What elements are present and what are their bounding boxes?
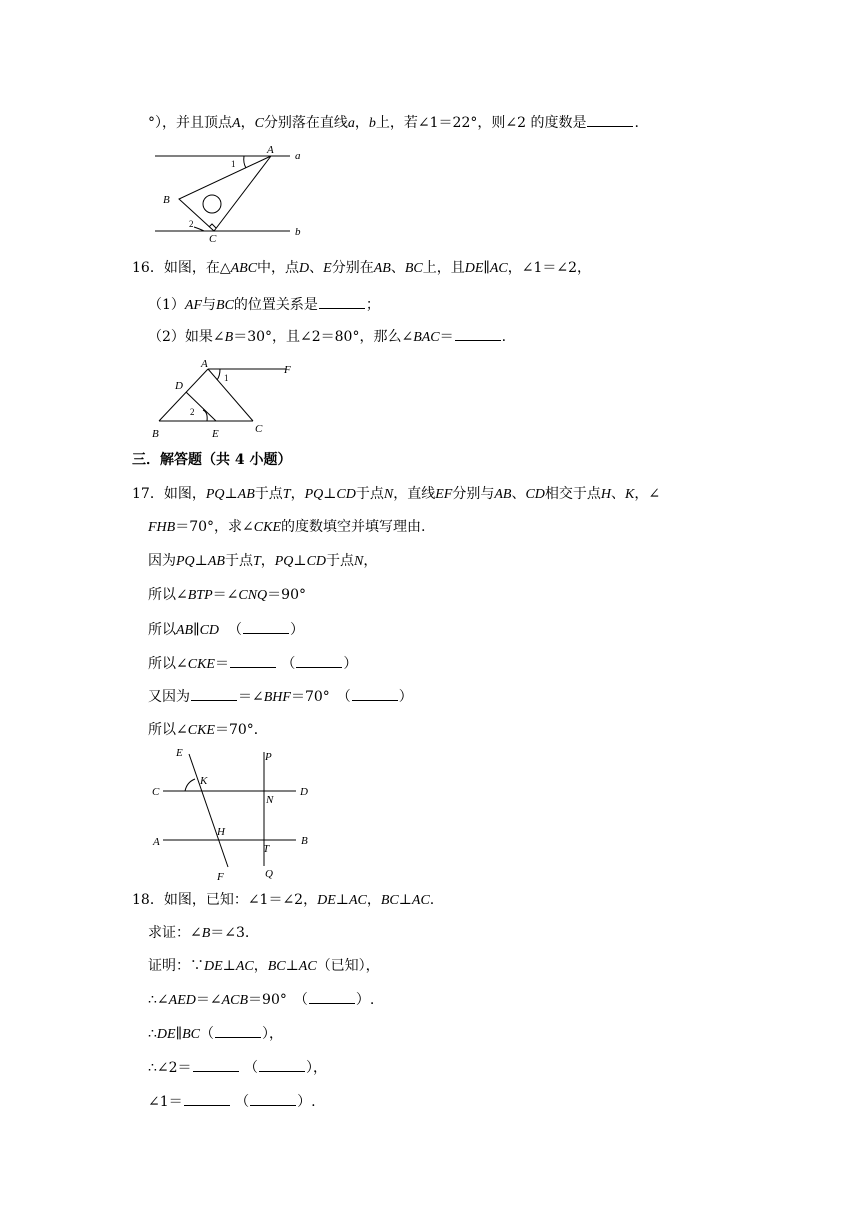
text: 18．如图，已知：∠1＝∠2，	[132, 892, 318, 908]
q17-step1	[148, 551, 377, 572]
text: （	[199, 1026, 214, 1042]
section-heading: 三．解答题（共 4 小题）	[132, 452, 292, 468]
var: PQ	[176, 554, 195, 569]
answer-blank[interactable]	[191, 686, 237, 701]
var: AB	[494, 487, 512, 502]
var: BC	[267, 959, 286, 974]
text: 所以∠	[148, 656, 188, 672]
var: CKE	[187, 657, 215, 672]
text: （	[227, 622, 242, 638]
q17-stem-line2	[148, 517, 425, 538]
q16-part2	[148, 326, 506, 348]
text: ＝90°	[267, 587, 306, 603]
figure-16	[148, 358, 308, 440]
var: AC	[235, 959, 254, 974]
q15-tail-line	[148, 112, 639, 134]
text: ＝70°．	[214, 722, 268, 738]
text: 相交于点	[544, 486, 601, 502]
text: .	[634, 115, 639, 131]
var: CKE	[253, 520, 281, 535]
label-C: C	[255, 423, 263, 435]
text: 17．如图，	[132, 486, 206, 502]
label-B: B	[152, 428, 159, 440]
text: 与	[202, 297, 217, 313]
text: 分别在	[331, 260, 374, 276]
var: PQ	[205, 487, 225, 502]
var: BTP	[187, 588, 213, 603]
text: 上，且	[422, 260, 465, 276]
var: N	[354, 554, 364, 569]
text: ＝70°，求∠	[175, 519, 254, 535]
text: 所以	[148, 622, 176, 638]
label-E: E	[176, 747, 183, 759]
text: 于点	[254, 486, 283, 502]
text: ∥	[483, 260, 490, 276]
var: PQ	[304, 487, 324, 502]
text: .	[501, 329, 507, 345]
label-a: a	[295, 150, 301, 162]
text: ＝90° （	[248, 992, 308, 1008]
text: ）.	[355, 992, 375, 1008]
text: 、	[511, 486, 526, 502]
text: 于点	[355, 486, 384, 502]
text: ；	[365, 297, 380, 313]
q17-step4	[148, 653, 357, 675]
q17-step3	[148, 619, 304, 641]
text: 又因为	[148, 689, 190, 705]
label-B: B	[301, 835, 308, 847]
answer-blank[interactable]	[243, 619, 289, 634]
answer-blank[interactable]	[259, 1057, 305, 1072]
var: H	[600, 487, 612, 502]
q16-stem	[132, 258, 591, 279]
text: ），	[261, 1026, 283, 1042]
text: .	[429, 892, 435, 908]
text: （1）	[148, 297, 185, 313]
text: ∴	[148, 1026, 157, 1042]
text: 、	[309, 260, 324, 276]
text: ，	[366, 892, 381, 908]
text: （	[281, 656, 296, 672]
label-P: P	[265, 751, 272, 763]
text: 因为	[148, 553, 176, 569]
text: ∴∠	[148, 992, 169, 1008]
var: E	[323, 261, 332, 276]
text: ＝	[214, 656, 229, 672]
var: PQ	[274, 554, 294, 569]
text: ，	[260, 553, 275, 569]
text: ⊥	[323, 486, 337, 502]
var: K	[625, 487, 635, 502]
label-D: D	[300, 786, 308, 798]
answer-blank[interactable]	[184, 1091, 230, 1106]
q16-part1	[148, 294, 380, 316]
var: AC	[348, 893, 367, 908]
text: 16．如图，在△	[132, 260, 231, 276]
label-C: C	[209, 233, 217, 245]
text: ⊥	[222, 958, 236, 974]
text: ⊥	[224, 486, 238, 502]
var: CD	[199, 623, 220, 638]
var: B	[224, 330, 234, 345]
text: 于点	[326, 553, 355, 569]
var: AB	[207, 554, 225, 569]
text: 求证：∠	[148, 925, 202, 941]
text: （	[244, 1060, 258, 1076]
text: ，	[290, 486, 305, 502]
text: ⊥	[398, 892, 412, 908]
text: ）	[343, 656, 358, 672]
angle-2-label: 2	[190, 407, 195, 417]
text: ⊥	[293, 553, 307, 569]
label-F: F	[217, 871, 224, 883]
label-E: E	[212, 428, 219, 440]
label-T: T	[263, 843, 270, 855]
label-A: A	[201, 358, 208, 370]
var: N	[383, 487, 394, 502]
answer-blank[interactable]	[455, 326, 501, 341]
answer-blank[interactable]	[309, 989, 355, 1004]
text: 中，点	[257, 260, 300, 276]
var: BAC	[413, 330, 440, 345]
var: CNQ	[238, 588, 268, 603]
text: ⊥	[335, 892, 349, 908]
var: CD	[525, 487, 545, 502]
var: BC	[216, 298, 234, 313]
text: 证明：∵	[148, 958, 204, 974]
label-A: A	[267, 144, 274, 156]
var: DE	[156, 1027, 176, 1042]
var: a	[347, 116, 355, 131]
text: ）.	[297, 1094, 316, 1110]
text: 的位置关系是	[233, 297, 318, 313]
text: 的度数填空并填写理由.	[281, 519, 426, 535]
text: ∥	[193, 622, 200, 638]
var: FHB	[148, 520, 176, 535]
var: CD	[336, 487, 356, 502]
label-b: b	[295, 226, 301, 238]
answer-blank[interactable]	[352, 686, 398, 701]
var: DE	[204, 959, 223, 974]
angle-1-label: 1	[224, 373, 229, 383]
text: ＝	[439, 329, 454, 345]
var: AB	[176, 623, 194, 638]
var: AC	[489, 261, 508, 276]
var: T	[282, 487, 291, 502]
text: （2）如果∠	[148, 329, 225, 345]
text: ，	[240, 115, 255, 131]
text: ＝∠3.	[210, 925, 250, 941]
var: CKE	[187, 723, 215, 738]
figure-17	[148, 746, 328, 882]
var: AB	[237, 487, 255, 502]
text: （已知），	[316, 958, 380, 974]
var: DE	[464, 261, 484, 276]
text: 所以∠	[148, 722, 188, 738]
var: C	[254, 116, 264, 131]
figure-15	[150, 145, 320, 245]
var: BC	[182, 1027, 200, 1042]
var: T	[252, 554, 261, 569]
text: 上，若∠1＝22°，则∠2 的度数是	[375, 115, 587, 131]
text: ），	[306, 1060, 327, 1076]
text: 分别落在直线	[263, 115, 348, 131]
answer-blank[interactable]	[319, 294, 365, 309]
text: ＝70° （	[290, 689, 351, 705]
var: A	[232, 116, 241, 131]
q18-step3	[148, 1023, 283, 1045]
text: ，	[354, 115, 369, 131]
answer-blank[interactable]	[587, 112, 633, 127]
answer-blank[interactable]	[250, 1091, 296, 1106]
q18-step1	[148, 956, 380, 977]
label-A: A	[153, 836, 160, 848]
q18-step5	[148, 1091, 316, 1112]
label-D: D	[175, 380, 183, 392]
var: AF	[184, 298, 203, 313]
text: ⊥	[285, 958, 299, 974]
label-H: H	[217, 826, 225, 838]
text: （	[235, 1094, 250, 1110]
var: AED	[168, 993, 196, 1008]
text: ⊥	[194, 553, 208, 569]
var: ACB	[221, 993, 249, 1008]
text: °），并且顶点	[148, 115, 232, 131]
label-N: N	[266, 794, 274, 806]
var: B	[201, 926, 211, 941]
angle-1-label: 1	[231, 159, 236, 169]
var: D	[299, 261, 310, 276]
var: AC	[411, 893, 430, 908]
q17-step6	[148, 720, 268, 741]
var: AB	[373, 261, 391, 276]
text: ＝30°，且∠2＝80°，那么∠	[233, 329, 414, 345]
var: b	[368, 116, 376, 131]
label-C: C	[152, 786, 160, 798]
var: ABC	[230, 261, 258, 276]
text: ，∠	[634, 486, 661, 502]
q17-step2	[148, 585, 306, 606]
label-B: B	[163, 194, 170, 206]
text: ，	[253, 958, 268, 974]
q18-stem	[132, 890, 434, 911]
text: ，	[363, 553, 378, 569]
q18-prove	[148, 923, 249, 944]
text: ）	[398, 689, 413, 705]
text: 、	[611, 486, 626, 502]
label-K: K	[200, 775, 208, 787]
q18-step2	[148, 989, 374, 1011]
q17-stem-line1	[132, 484, 660, 505]
angle-2-label: 2	[189, 219, 194, 229]
text: 、	[390, 260, 405, 276]
text: ）	[289, 622, 304, 638]
q18-step4	[148, 1057, 327, 1078]
text: 于点	[224, 553, 253, 569]
text: ＝∠	[195, 992, 222, 1008]
var: BC	[404, 261, 423, 276]
text: ∥	[175, 1026, 183, 1042]
text: 所以∠	[148, 587, 188, 603]
label-F: F	[284, 364, 291, 376]
text: 分别与	[452, 486, 495, 502]
text: ∴∠2＝	[148, 1060, 192, 1076]
text: ＝∠	[212, 587, 239, 603]
text: ，∠1＝∠2，	[507, 260, 592, 276]
answer-blank[interactable]	[193, 1057, 239, 1072]
text: ∠1＝	[148, 1094, 183, 1110]
var: AC	[298, 959, 317, 974]
var: EF	[435, 487, 453, 502]
answer-blank[interactable]	[230, 653, 276, 668]
var: DE	[317, 893, 336, 908]
q17-step5	[148, 686, 413, 708]
text: ＝∠	[238, 689, 264, 705]
answer-blank[interactable]	[296, 653, 342, 668]
var: BHF	[263, 690, 291, 705]
var: BC	[380, 893, 399, 908]
text: ，直线	[393, 486, 436, 502]
answer-blank[interactable]	[215, 1023, 261, 1038]
var: CD	[306, 554, 327, 569]
label-Q: Q	[265, 868, 273, 880]
